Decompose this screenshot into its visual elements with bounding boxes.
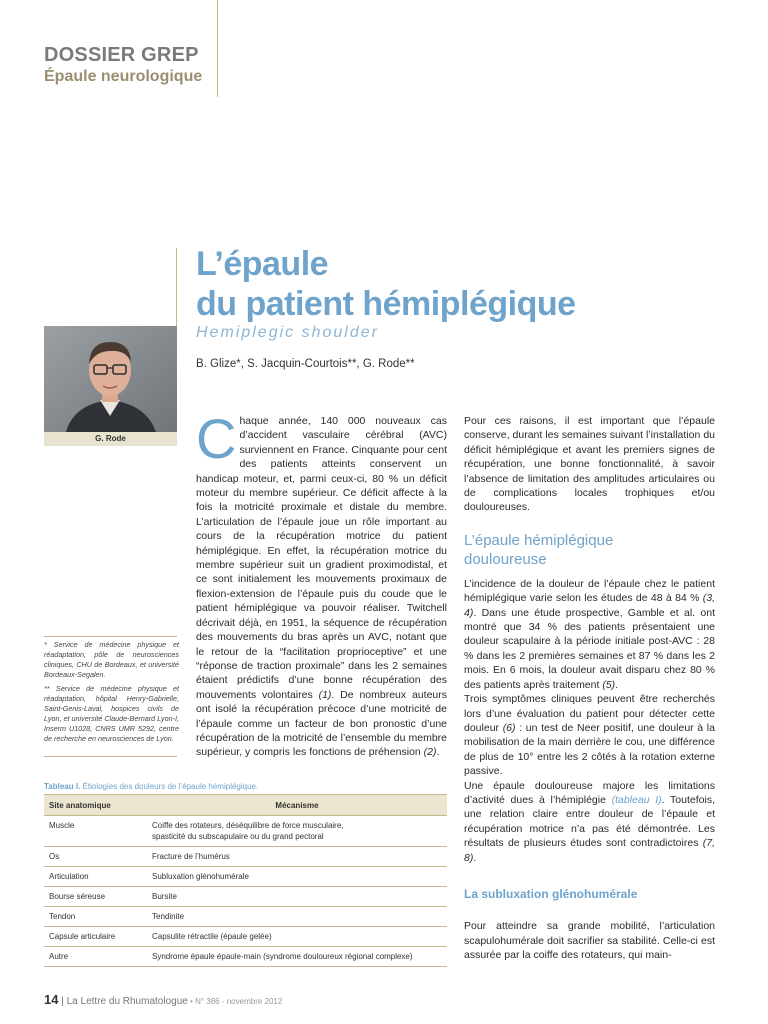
table-cell-site: Articulation: [44, 867, 147, 887]
section-heading: L’épaule hémiplégique douloureuse: [464, 531, 614, 568]
table-cell-site: Muscle: [44, 816, 147, 847]
citation: (1): [318, 688, 332, 701]
table-reference-link[interactable]: (tableau I): [611, 793, 662, 806]
affiliation-2: ** Service de médecine physique et réadaptation, hôpital Henry-Gabrielle, Saint-Genis-Laval, hospices civils de Lyon, et université Claude-Bernard Lyon-I, Inserm U1028, CNRS UMR 5292, centre de recherche en neurosciences de Lyon.: [44, 684, 179, 743]
table-cell-mechanism: Bursite: [147, 887, 447, 907]
body-column-right: [464, 414, 715, 963]
table-grid: [44, 794, 447, 967]
table-cell-site: Tendon: [44, 907, 147, 927]
authors: B. Glize*, S. Jacquin-Courtois**, G. Rode**: [196, 358, 415, 370]
citation: (7, 8): [464, 837, 715, 864]
photo-caption: G. Rode: [95, 434, 126, 443]
page-number: 14: [44, 992, 59, 1007]
drop-cap: C: [196, 407, 237, 470]
table-cell-mechanism: Tendinite: [147, 907, 447, 927]
page-footer: [44, 992, 282, 1007]
table-cell-mechanism: Coiffe des rotateurs, déséquilibre de force musculaire, spasticité du subscapulaire ou du grand pectoral: [147, 816, 447, 847]
table-cell-site: Autre: [44, 947, 147, 967]
english-title: Hemiplegic shoulder: [196, 324, 379, 341]
author-photo: [44, 326, 177, 432]
affiliations-divider-bottom: [44, 756, 177, 757]
column-header-site: Site anatomique: [44, 795, 147, 816]
article-title-line-1: L’épaule: [196, 245, 329, 283]
dossier-title: DOSSIER GREP: [44, 44, 199, 66]
table-cell-site: Bourse séreuse: [44, 887, 147, 907]
paragraph: Trois symptômes cliniques peuvent être recherchés lors d’une évaluation du patient pour détecter cette douleur (6) : un test de Neer positif, une douleur à la mobilisation de la main derrière le cou, une différence de plus de 10° entre les 2 côtés à la rotation externe passive.: [464, 693, 715, 778]
column-header-mechanism: Mécanisme: [147, 795, 447, 816]
affiliations: [44, 640, 179, 748]
dossier-section: Épaule neurologique: [44, 68, 203, 85]
citation: (6): [502, 721, 516, 734]
affiliation-1: * Service de médecine physique et réadaptation, pôle de neurosciences cliniques, CHU de Bordeaux, et université Bordeaux-Segalen.: [44, 640, 179, 679]
table-cell-site: Capsule articulaire: [44, 927, 147, 947]
body-column-left: [196, 407, 447, 760]
table-cell-mechanism: Capsulite rétractile (épaule gelée): [147, 927, 447, 947]
table-header-row: [44, 795, 447, 816]
citation: (3, 4): [464, 592, 715, 619]
footer-separator: |: [58, 996, 67, 1007]
table-row: [44, 816, 447, 847]
affiliations-divider-top: [44, 636, 177, 637]
table-caption: Tableau I. Étiologies des douleurs de l’épaule hémiplégique.: [44, 782, 259, 791]
table-cell-mechanism: Fracture de l’humérus: [147, 847, 447, 867]
journal-name: La Lettre du Rhumatologue: [66, 996, 188, 1007]
paragraph: Une épaule douloureuse majore les limitations d’activité dues à l’hémiplégie (tableau I). Toutefois, une relation claire entre douleur de l’épaule et récupération motrice n’a pas été démontrée. Les résultats de plusieurs études sont contradictoires (7, 8).: [464, 779, 716, 864]
header-divider: [217, 0, 218, 97]
citation: (5): [602, 678, 616, 691]
paragraph: Pour ces raisons, il est important que l’épaule conserve, durant les semaines suivant l’installation du déficit hémiplégique et avant les premiers signes de récupération, une bonne fonctionnalité, à savoir l’absence de limitation des amplitudes articulaires ou de complications locales trophiques et/ou douloureuses.: [464, 415, 715, 514]
author-portrait-illustration: [44, 326, 177, 432]
table-row: [44, 947, 447, 967]
table-cell-site: Os: [44, 847, 147, 867]
article-title-line-2: du patient hémiplégique: [196, 285, 576, 323]
issue-info: • N° 386 - novembre 2012: [187, 997, 283, 1006]
subsection-heading: La subluxation glénohumérale: [464, 886, 638, 901]
etiology-table: [44, 782, 447, 967]
table-row: [44, 927, 447, 947]
table-row: [44, 867, 447, 887]
table-cell-mechanism: Subluxation glénohumérale: [147, 867, 447, 887]
table-cell-mechanism: Syndrome épaule épaule-main (syndrome douloureux régional complexe): [147, 947, 447, 967]
intro-paragraph: Chaque année, 140 000 nouveaux cas d’accident vasculaire cérébral (AVC) surviennent en France. Cinquante pour cent des patients atteints conservent un handicap moteur, et, parmi ceux-ci, 80 % un déficit moteur du membre supérieur. Ce déficit affecte à la fois la motricité proximale et distale du membre. L’articulation de l’épaule joue un rôle important au cours de la récupération motrice du patient hémiplégique. En effet, la récupération motrice du membre supérieur suit un gradient proximodistal, et ce sont initialement les mouvements proximaux de flexion-extension de l’épaule puis du coude que le patient hémiplégique va pouvoir réaliser. Twitchell décrivait déjà, en 1951, la séquence de récupération des mouvements du bras après un AVC, notant que le retour de la “facilitation proprioceptive” et une “réponse de traction proximale” dans les 2 semaines étaient prédictifs d’une bonne récupération des mouvements volontaires (1). De nombreux auteurs ont isolé la récupération précoce d’une motricité de l’épaule comme un facteur de bon pronostic d’une récupération de la motricité de l’ensemble du membre supérieur, y compris les fonctions de préhension (2).: [196, 407, 447, 759]
table-row: [44, 907, 447, 927]
paragraph: Pour atteindre sa grande mobilité, l’articulation scapulohumérale doit sacrifier sa stabilité. Celle-ci est assurée par la coiffe des rotateurs, qui main-: [464, 920, 715, 962]
paragraph: L’incidence de la douleur de l’épaule chez le patient hémiplégique varie selon les études de 48 à 84 % (3, 4). Dans une étude prospective, Gamble et al. ont montré que 34 % des patients présentaient une douleur scapulaire à la période initiale post-AVC : 28 % dans les 2 premières semaines et 87 % dans les 2 mois. En 6 mois, la douleur avait disparu chez 80 % des patients après traitement (5).: [464, 577, 715, 691]
article-title: [196, 244, 576, 324]
citation: (2): [423, 746, 437, 759]
table-row: [44, 847, 447, 867]
table-row: [44, 887, 447, 907]
